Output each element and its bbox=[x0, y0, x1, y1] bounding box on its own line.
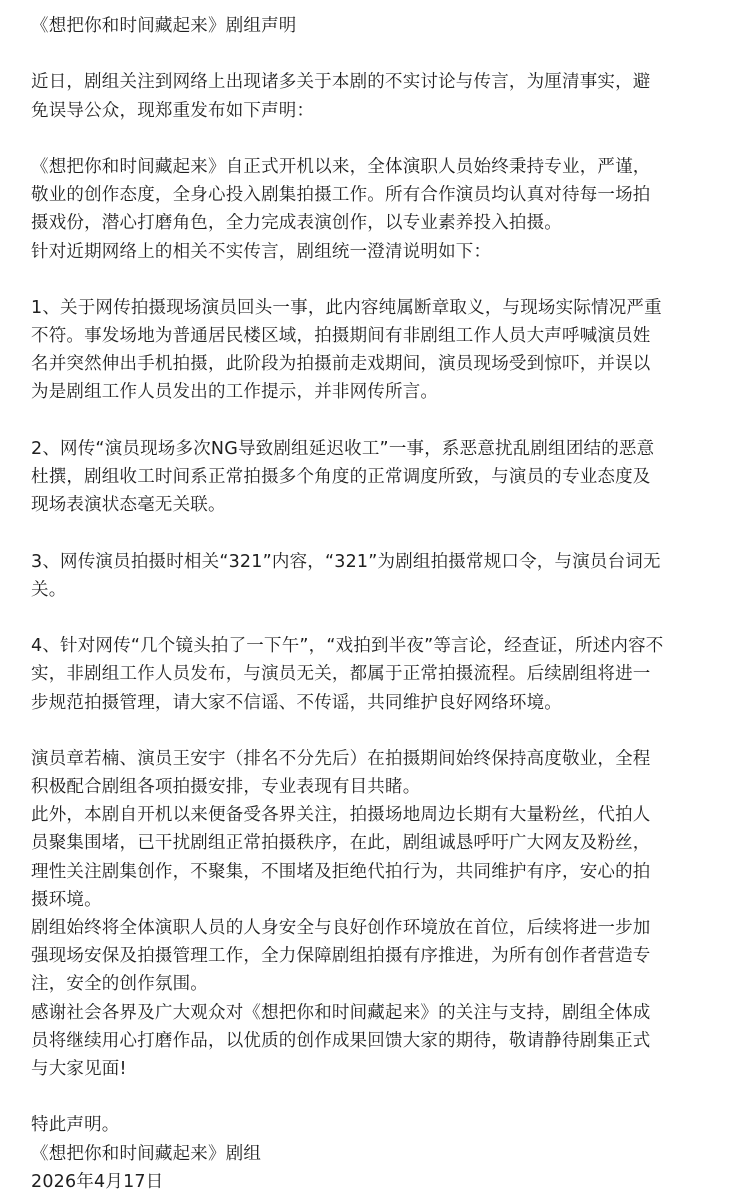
commitment-line: 摄戏份，潜心打磨角色，全力完成表演创作，以专业素养投入拍摄。 bbox=[31, 213, 562, 234]
point-3-line: 关。 bbox=[31, 579, 67, 600]
closing-line: 员将继续用心打磨作品，以优质的创作成果回馈大家的期待，敬请静待剧集正式 bbox=[31, 1030, 651, 1051]
closing-line: 摄环境。 bbox=[31, 889, 102, 910]
intro-line: 免误导公众，现郑重发布如下声明： bbox=[31, 100, 315, 121]
closing-line: 理性关注剧集创作，不聚集，不围堵及拒绝代拍行为，共同维护有序，安心的拍 bbox=[31, 861, 651, 882]
closing-line: 强现场安保及拍摄管理工作，全力保障剧组拍摄有序推进，为所有创作者营造专 bbox=[31, 946, 651, 967]
paragraph-gap bbox=[31, 1083, 703, 1111]
point-4-line: 步规范拍摄管理，请大家不信谣、不传谣，共同维护良好网络环境。 bbox=[31, 692, 562, 713]
point-4-line: 4、针对网传“几个镜头拍了一下午”，“戏拍到半夜”等言论，经查证，所述内容不 bbox=[31, 636, 664, 657]
paragraph-gap bbox=[31, 717, 703, 745]
commitment-line: 敬业的创作态度，全身心投入剧集拍摄工作。所有合作演员均认真对待每一场拍 bbox=[31, 185, 651, 206]
closing-line: 与大家见面! bbox=[31, 1058, 127, 1079]
closing-line: 注，安全的创作氛围。 bbox=[31, 974, 208, 995]
paragraph-gap bbox=[31, 40, 703, 68]
closing-line: 员聚集围堵，已干扰剧组正常拍摄秩序，在此，剧组诚恳呼吁广大网友及粉丝， bbox=[31, 833, 651, 854]
paragraph-gap bbox=[31, 519, 703, 547]
point-1-line: 不符。事发场地为普通居民楼区域，拍摄期间有非剧组工作人员大声呼喊演员姓 bbox=[31, 326, 651, 347]
closing-line: 剧组始终将全体演职人员的人身安全与良好创作环境放在首位，后续将进一步加 bbox=[31, 918, 651, 938]
commitment-line: 《想把你和时间藏起来》自正式开机以来，全体演职人员始终秉持专业，严谨， bbox=[31, 156, 651, 177]
point-3-line: 3、网传演员拍摄时相关“321”内容，“321”为剧组拍摄常规口令，与演员台词无 bbox=[31, 551, 661, 572]
paragraph-gap bbox=[31, 604, 703, 632]
point-2-line: 现场表演状态毫无关联。 bbox=[31, 495, 226, 516]
signature: 《想把你和时间藏起来》剧组 bbox=[31, 1143, 262, 1164]
paragraph-gap bbox=[31, 125, 703, 153]
closing-line: 演员章若楠、演员王安宇（排名不分先后）在拍摄期间始终保持高度敬业，全程 bbox=[31, 748, 651, 769]
closing-line: 积极配合剧组各项拍摄安排，专业表现有目共睹。 bbox=[31, 777, 421, 798]
document-title: 《想把你和时间藏起来》剧组声明 bbox=[31, 16, 297, 36]
clarification-intro-line: 针对近期网络上的相关不实传言，剧组统一澄清说明如下： bbox=[31, 241, 492, 262]
point-1-line: 1、关于网传拍摄现场演员回头一事，此内容纯属断章取义，与现场实际情况严重 bbox=[31, 297, 662, 318]
paragraph-gap bbox=[31, 407, 703, 435]
point-2-line: 杜撰，剧组收工时间系正常拍摄多个角度的正常调度所致，与演员的专业态度及 bbox=[31, 467, 651, 487]
point-4-line: 实，非剧组工作人员发布，与演员无关，都属于正常拍摄流程。后续剧组将进一 bbox=[31, 664, 651, 685]
closing-line: 感谢社会各界及广大观众对《想把你和时间藏起来》的关注与支持，剧组全体成 bbox=[31, 1002, 651, 1023]
point-1-line: 名并突然伸出手机拍摄，此阶段为拍摄前走戏期间，演员现场受到惊吓，并误以 bbox=[31, 354, 651, 375]
paragraph-gap bbox=[31, 266, 703, 294]
closing-line: 此外，本剧自开机以来便备受各界关注，拍摄场地周边长期有大量粉丝，代拍人 bbox=[31, 805, 651, 826]
point-2-line: 2、网传“演员现场多次NG导致剧组延迟收工”一事，系恶意扰乱剧组团结的恶意 bbox=[31, 438, 655, 459]
sign-off: 特此声明。 bbox=[31, 1115, 120, 1136]
statement-date: 2026年4月17日 bbox=[31, 1171, 164, 1192]
intro-line: 近日，剧组关注到网络上出现诸多关于本剧的不实讨论与传言，为厘清事实，避 bbox=[31, 72, 651, 93]
point-1-line: 为是剧组工作人员发出的工作提示，并非网传所言。 bbox=[31, 382, 439, 403]
